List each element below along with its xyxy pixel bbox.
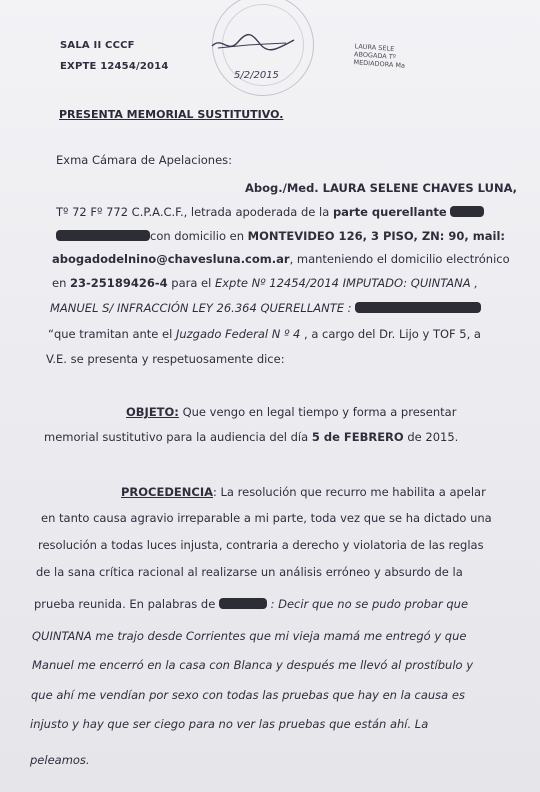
- objeto-line-1: [126, 405, 456, 419]
- hearing-date: 5 de FEBRERO: [311, 430, 404, 444]
- procedencia-label: PROCEDENCIA: [121, 485, 213, 499]
- attorney-stamp-line: ABOGADA Tº: [353, 50, 397, 62]
- cuit-number: 23-25189426-4: [70, 276, 168, 290]
- procedencia-line-1: [121, 485, 486, 499]
- quote-line-1: QUINTANA me trajo desde Corrientes que mi vieja mamá me entregó y que: [32, 629, 467, 643]
- court-name: SALA II CCCF: [60, 40, 135, 51]
- intro-text: para el: [167, 276, 215, 290]
- case-reference: Expte Nº 12454/2014 IMPUTADO: QUINTANA ,: [214, 276, 478, 290]
- intro-text: Tº 72 Fº 772 C.P.A.C.F., letrada apoderada de la: [56, 205, 333, 219]
- objeto-line-2: [44, 430, 458, 444]
- procedencia-text: : La resolución que recurro me habilita a apelar: [213, 485, 486, 499]
- objeto-text: memorial sustitutivo para la audiencia del día: [44, 430, 312, 444]
- redaction-bar: [450, 206, 484, 217]
- intro-line-3: [56, 229, 505, 243]
- intro-text: “que tramitan ante el: [48, 327, 176, 341]
- address-text: MONTEVIDEO 126, 3 PISO, ZN: 90, mail:: [247, 229, 505, 243]
- redaction-bar: [219, 598, 267, 609]
- objeto-text: Que vengo en legal tiempo y forma a presentar: [182, 405, 457, 419]
- case-reference-cont: MANUEL S/ INFRACCIÓN LEY 26.364 QUERELLANTE :: [50, 301, 352, 315]
- intro-line-5: [52, 276, 478, 290]
- quote-line-2: Manuel me encerró en la casa con Blanca y después me llevó al prostíbulo y: [32, 658, 474, 672]
- procedencia-line-3: resolución a todas luces injusta, contraria a derecho y violatoria de las reglas: [38, 538, 484, 552]
- case-number: EXPTE 12454/2014: [60, 61, 169, 72]
- attorney-stamp: [353, 42, 406, 70]
- attorney-stamp-line: MEDIADORA Ma: [353, 58, 406, 70]
- attorney-name-line: Abog./Med. LAURA SELENE CHAVES LUNA,: [245, 181, 518, 195]
- intro-text: , a cargo del Dr. Lijo y TOF 5, a: [300, 327, 481, 341]
- document-title: PRESENTA MEMORIAL SUSTITUTIVO.: [59, 108, 284, 121]
- stamp-date: 5/2/2015: [234, 70, 279, 81]
- intro-text: , manteniendo el domicilio electrónico: [289, 252, 510, 266]
- signature-scribble: [208, 28, 298, 58]
- procedencia-text: prueba reunida. En palabras de: [34, 597, 216, 611]
- intro-line-4: [52, 252, 510, 266]
- court-reference: Juzgado Federal N º 4: [175, 327, 301, 341]
- procedencia-line-4: de la sana crítica racional al realizarse un análisis erróneo y absurdo de la: [36, 565, 463, 579]
- intro-line-2: [56, 205, 484, 219]
- objeto-text: de 2015.: [403, 430, 459, 444]
- intro-line-7: [48, 327, 481, 341]
- quote-text: : Decir que no se pudo probar que: [270, 597, 469, 611]
- quote-line-3: que ahí me vendían por sexo con todas las pruebas que hay en la causa es: [31, 688, 465, 702]
- intro-line-8: V.E. se presenta y respetuosamente dice:: [46, 352, 285, 366]
- intro-line-6: [50, 301, 481, 315]
- email-text: abogadodelnino@chavesluna.com.ar: [52, 252, 290, 266]
- procedencia-line-2: en tanto causa agravio irreparable a mi parte, toda vez que se ha dictado una: [41, 511, 492, 525]
- quote-line-4: injusto y hay que ser ciego para no ver las pruebas que están ahí. La: [30, 717, 429, 731]
- attorney-stamp-line: LAURA SELE: [354, 42, 395, 53]
- procedencia-line-5: [34, 597, 468, 611]
- intro-text: en: [52, 276, 71, 290]
- redaction-bar: [355, 302, 481, 313]
- redaction-bar: [56, 230, 150, 241]
- quote-line-5: peleamos.: [30, 753, 90, 767]
- party-label: parte querellante: [332, 205, 447, 219]
- objeto-label: OBJETO:: [126, 405, 179, 419]
- salutation: Exma Cámara de Apelaciones:: [56, 153, 233, 167]
- intro-text: con domicilio en: [150, 229, 248, 243]
